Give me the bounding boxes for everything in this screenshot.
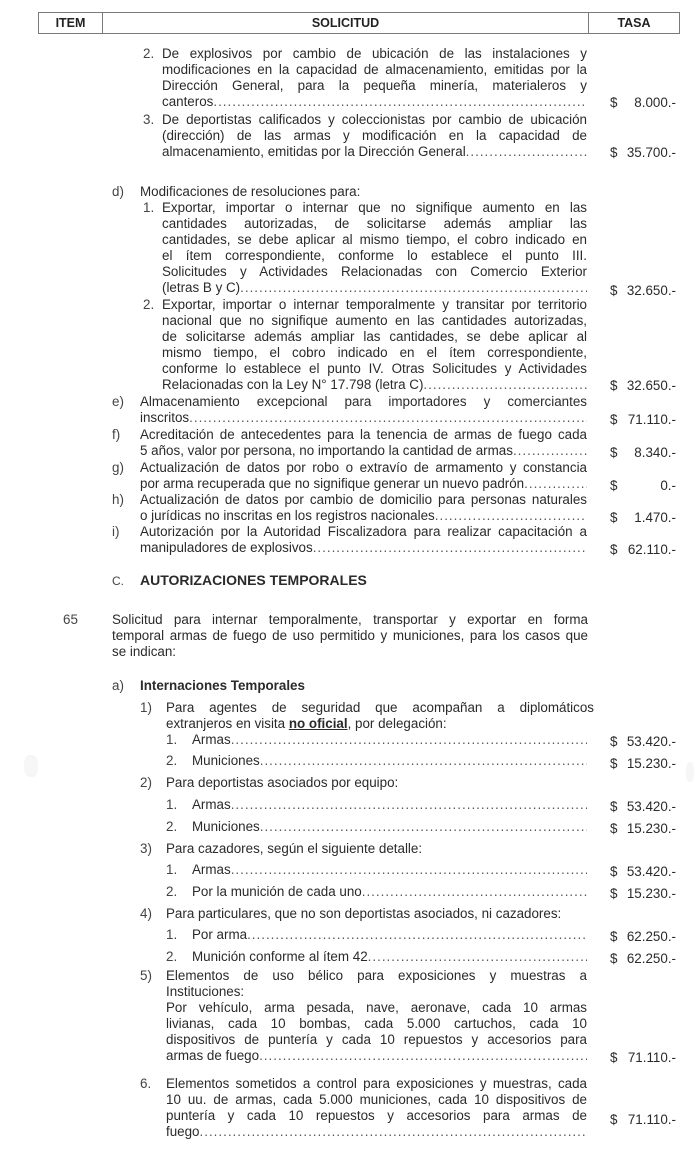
- item-text-line: temporal armas de fuego de uso permitido y municiones, para los casos que: [112, 628, 588, 643]
- group-text-line: dispositivos de puntería y cada 10 repuestos y accesorios para: [166, 1032, 587, 1047]
- group-text-line: extranjeros en visita no oficial, por delegación:: [166, 716, 447, 731]
- group-marker: 5): [140, 968, 152, 983]
- fee-value: $ 62.250.-: [610, 929, 676, 944]
- fee-value: $ 8.000.-: [610, 95, 676, 110]
- group-text-line: Para agentes de seguridad que acompañan a diplomáticos: [166, 700, 594, 715]
- item-text-line: Actualización de datos por robo o extravío de armamento y constancia: [140, 460, 587, 475]
- section-title: Modificaciones de resoluciones para:: [140, 184, 361, 199]
- emphasis-no-oficial: no oficial: [288, 716, 348, 731]
- item-marker: i): [112, 524, 120, 539]
- item-marker: 2.: [143, 46, 155, 61]
- group-text-line: puntería y cada 10 repuestos y accesorios para armas de: [166, 1108, 587, 1123]
- group-text-line: Para cazadores, según el siguiente detalle:: [166, 841, 423, 856]
- group-text-line: livianas, cada 10 bombas, cada 5.000 cartuchos, cada 10: [166, 1016, 587, 1031]
- item-text-line: Exportar, importar o internar que no signifique aumento en las: [162, 200, 587, 215]
- group-text-line: Elementos sometidos a control para exposiciones y muestras, cada: [166, 1076, 587, 1091]
- item-text-leader: Armas .....: [192, 862, 587, 878]
- section-heading: AUTORIZACIONES TEMPORALES: [140, 572, 367, 588]
- fee-value: $ 32.650.-: [610, 378, 676, 393]
- item-text-line: el ítem correspondiente, conforme lo establece el punto III.: [162, 248, 587, 263]
- item-marker: 1.: [166, 927, 178, 942]
- fee-value: $ 32.650.-: [610, 283, 676, 298]
- item-marker: g): [112, 460, 124, 475]
- section-marker: C.: [112, 574, 124, 588]
- item-text-leader: Armas .....: [192, 732, 587, 748]
- group-marker: 1): [140, 700, 152, 715]
- group-text-line: 10 uu. de armas, cada 5.000 municiones, cada 10 dispositivos de: [166, 1092, 587, 1107]
- item-marker: 2.: [166, 819, 178, 834]
- fee-value: $ 15.230.-: [610, 821, 676, 836]
- item-text-leader: fuego .....: [166, 1124, 587, 1140]
- item-marker: 1.: [143, 200, 155, 215]
- item-text-line: nacional que no signifique aumento en las cantidades autorizadas,: [162, 313, 587, 328]
- item-text-line: cantidades autorizadas, de solicitarse además ampliar las: [162, 216, 587, 231]
- group-text-line: Para deportistas asociados por equipo:: [166, 775, 399, 790]
- item-text-leader: (letras B y C) .....: [162, 280, 587, 296]
- fee-value: $ 1.470.-: [610, 510, 676, 525]
- item-text-line: De deportistas calificados y coleccionistas por cambio de ubicación: [162, 112, 587, 127]
- item-text-leader: manipuladores de explosivos .....: [140, 540, 587, 556]
- item-text-line: modificaciones en la capacidad de almacenamiento, emitidas por la: [162, 62, 587, 77]
- group-marker: 4): [140, 906, 152, 921]
- item-text-line: se indican:: [112, 644, 177, 659]
- item-text-line: conforme lo establece el punto IV. Otras Solicitudes y Actividades: [162, 361, 587, 376]
- sub-marker: a): [112, 678, 124, 693]
- item-text-leader: Municiones .....: [192, 819, 587, 835]
- scan-artifact: [686, 762, 694, 782]
- sub-heading: Internaciones Temporales: [140, 678, 305, 693]
- fee-value: $ 53.420.-: [610, 799, 676, 814]
- item-text-line: de solicitarse además ampliar las cantidades, se debe aplicar al: [162, 329, 587, 344]
- item-text-line: Dirección General, para la pequeña minería, materialeros y: [162, 78, 587, 93]
- item-text-leader: o jurídicas no inscritas en los registros nacionales .....: [140, 508, 587, 524]
- item-marker: 2.: [166, 884, 178, 899]
- item-marker: 2.: [166, 949, 178, 964]
- fee-value: $ 62.250.-: [610, 951, 676, 966]
- section-marker: d): [112, 184, 124, 199]
- fee-value: $ 35.700.-: [610, 145, 676, 160]
- group-marker: 6.: [140, 1076, 152, 1091]
- item-marker: 2.: [166, 753, 178, 768]
- item-marker: 2.: [143, 297, 155, 312]
- item-text-line: Almacenamiento excepcional para importadores y comerciantes: [140, 394, 587, 409]
- item-marker: 1.: [166, 732, 178, 747]
- item-text-leader: por arma recuperada que no signifique generar un nuevo padrón .....: [140, 476, 587, 492]
- item-text-leader: Armas .....: [192, 797, 587, 813]
- group-marker: 3): [140, 841, 152, 856]
- item-marker: 1.: [166, 797, 178, 812]
- fee-value: $ 53.420.-: [610, 734, 676, 749]
- fee-value: $ 15.230.-: [610, 886, 676, 901]
- fee-value: $ 53.420.-: [610, 864, 676, 879]
- item-text-line: De explosivos por cambio de ubicación de las instalaciones y: [162, 46, 587, 61]
- item-text-leader: Munición conforme al ítem 42 .....: [192, 949, 587, 965]
- item-text-line: Exportar, importar o internar temporalmente y transitar por territorio: [162, 297, 587, 312]
- group-text-line: Elementos de uso bélico para exposiciones y muestras a: [166, 968, 587, 983]
- fee-value: $ 71.110.-: [610, 1050, 676, 1065]
- item-text-line: mismo tiempo, el cobro indicado en el ítem correspondiente,: [162, 345, 587, 360]
- item-text-leader: Por arma .....: [192, 927, 587, 943]
- group-marker: 2): [140, 775, 152, 790]
- item-text-leader: canteros .....: [162, 94, 587, 110]
- column-header-item: ITEM: [39, 13, 103, 33]
- item-marker: 3.: [143, 112, 155, 127]
- item-text-leader: Municiones .....: [192, 753, 587, 769]
- group-text-line: Por vehículo, arma pesada, nave, aeronave, cada 10 armas: [166, 1000, 587, 1015]
- item-text-leader: inscritos .....: [140, 410, 587, 426]
- column-header-solicitud: SOLICITUD: [103, 13, 589, 33]
- item-marker: h): [112, 492, 124, 507]
- item-number: 65: [63, 612, 78, 627]
- fee-value: $ 62.110.-: [610, 542, 676, 557]
- item-text-line: Actualización de datos por cambio de domicilio para personas naturales: [140, 492, 587, 507]
- item-text-line: Solicitud para internar temporalmente, transportar y exportar en forma: [112, 612, 588, 627]
- item-text-line: Acreditación de antecedentes para la tenencia de armas de fuego cada: [140, 427, 587, 442]
- table-header: [38, 12, 680, 34]
- item-marker: f): [112, 427, 121, 442]
- item-marker: e): [112, 394, 124, 409]
- item-text-line: Autorización por la Autoridad Fiscalizadora para realizar capacitación a: [140, 524, 587, 539]
- item-text-leader: armas de fuego .....: [166, 1048, 587, 1064]
- fee-value: $ 71.110.-: [610, 1112, 676, 1127]
- fee-value: $ 71.110.-: [610, 412, 676, 427]
- item-text-leader: Por la munición de cada uno .....: [192, 884, 587, 900]
- fee-value: $ 0.-: [610, 478, 676, 493]
- item-text-line: (dirección) de las armas y modificación en la capacidad de: [162, 128, 587, 143]
- item-text-line: Solicitudes y Actividades Relacionadas con Comercio Exterior: [162, 264, 587, 279]
- item-text-leader: 5 años, valor por persona, no importando la cantidad de armas .....: [140, 443, 587, 459]
- scan-artifact: [24, 755, 38, 777]
- item-text-leader: almacenamiento, emitidas por la Dirección General .....: [162, 144, 587, 160]
- group-text-line: Instituciones:: [166, 984, 245, 999]
- item-text-line: cantidades, se debe aplicar al mismo tiempo, el cobro indicado en: [162, 232, 587, 247]
- fee-value: $ 8.340.-: [610, 445, 676, 460]
- item-marker: 1.: [166, 862, 178, 877]
- column-header-tasa: TASA: [617, 16, 651, 30]
- fee-value: $ 15.230.-: [610, 756, 676, 771]
- item-text-leader: Relacionadas con la Ley N° 17.798 (letra C) .....: [162, 377, 587, 393]
- group-text-line: Para particulares, que no son deportistas asociados, ni cazadores:: [166, 906, 562, 921]
